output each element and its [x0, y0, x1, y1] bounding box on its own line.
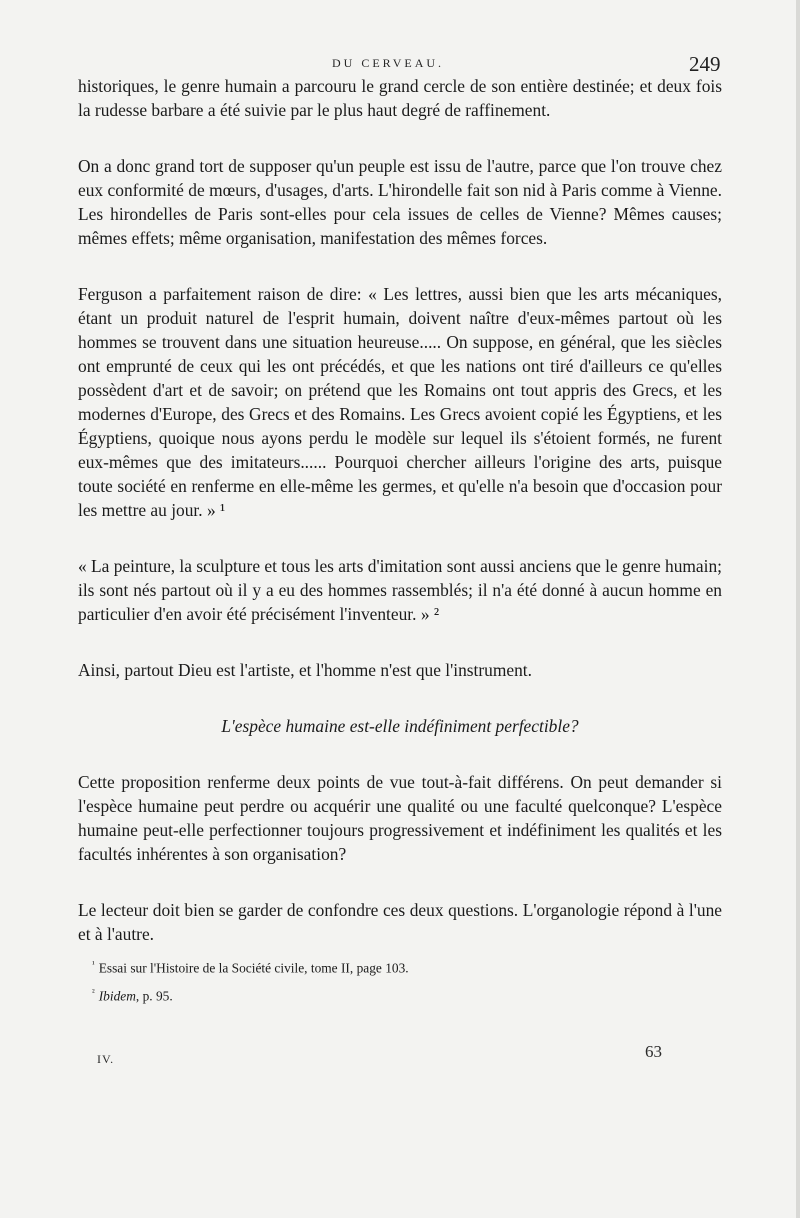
paragraph-proposition: Cette proposition renferme deux points de vue tout-à-fait différens. On peut demander si l'espèce humaine peut perdre ou acquérir une qualité ou une faculté quelconque? L'espèce humaine peut-elle perfectionner toujours progressivement et indéfiniment les qualités et les facultés inhérentes à son organisation?	[78, 772, 722, 864]
footnote-text: , p. 95.	[135, 988, 173, 1004]
footnotes	[92, 952, 712, 1009]
paragraph-continuation: historiques, le genre humain a parcouru le grand cercle de son entière destinée; et deux fois la rudesse barbare a été suivie par le plus haut degré de raffinement.	[78, 76, 722, 120]
footnote-2	[92, 980, 712, 1008]
footnote-1	[92, 952, 712, 980]
paragraph-peinture-quote: « La peinture, la sculpture et tous les arts d'imitation sont aussi anciens que le genre humain; ils sont nés partout où il y a eu des hommes rassemblés; il n'a été donné à aucun homme en particulier d'en avoir été précisément l'inventeur. » ²	[78, 556, 723, 624]
folio-number: 63	[645, 1042, 662, 1061]
footnote-ibidem: Ibidem	[98, 988, 136, 1004]
footnote-text: Essai sur l'Histoire de la Société civile, tome II, page 103.	[98, 960, 409, 976]
body-text	[78, 74, 722, 946]
paragraph-ferguson-quote: Ferguson a parfaitement raison de dire: « Les lettres, aussi bien que les arts mécaniques, étant un produit naturel de l'esprit humain, doivent naître d'eux-mêmes partout où les hommes se trouvent dans une situation heureuse..... On suppose, en général, que les siècles ont emprunté de ceux qui les ont précédés, et que les nations ont tiré d'ailleurs ce qu'elles possèdent d'art et de savoir; on prétend que les Romains ont tout appris des Grecs, et les modernes d'Europe, des Grecs et des Romains. Les Grecs avoient copié les Égyptiens, et les Égyptiens, quoique nous ayons perdu le modèle sur lequel ils s'étoient formés, ne furent eux-mêmes que des imitateurs...... Pourquoi chercher ailleurs l'origine des arts, puisque toute société en renferme en elle-même les germes, et qu'elle n'a besoin que d'occasion pour les mettre au jour. » ¹	[78, 284, 722, 520]
paragraph-hirondelle: On a donc grand tort de supposer qu'un peuple est issu de l'autre, parce que l'on trouve chez eux conformité de mœurs, d'usages, d'arts. L'hirondelle fait son nid à Paris comme à Vienne. Les hirondelles de Paris sont-elles pour cela issues de celles de Vienne? Mêmes causes; mêmes effets; même organisation, manifestation des mêmes forces.	[78, 156, 722, 248]
running-title: DU CERVEAU.	[332, 56, 445, 70]
signature-mark: IV.	[97, 1052, 115, 1066]
page-number: 249	[689, 52, 721, 76]
running-head	[0, 52, 800, 76]
footnote-mark: ²	[92, 987, 95, 998]
footnote-mark: ¹	[92, 959, 95, 969]
paragraph-dieu-artiste: Ainsi, partout Dieu est l'artiste, et l'homme n'est que l'instrument.	[78, 660, 532, 680]
page-edge	[796, 0, 800, 1218]
paragraph-lecteur: Le lecteur doit bien se garder de confondre ces deux questions. L'organologie répond à l'une et à l'autre.	[78, 900, 722, 944]
section-heading: L'espèce humaine est-elle indéfiniment perfectible?	[221, 716, 579, 736]
